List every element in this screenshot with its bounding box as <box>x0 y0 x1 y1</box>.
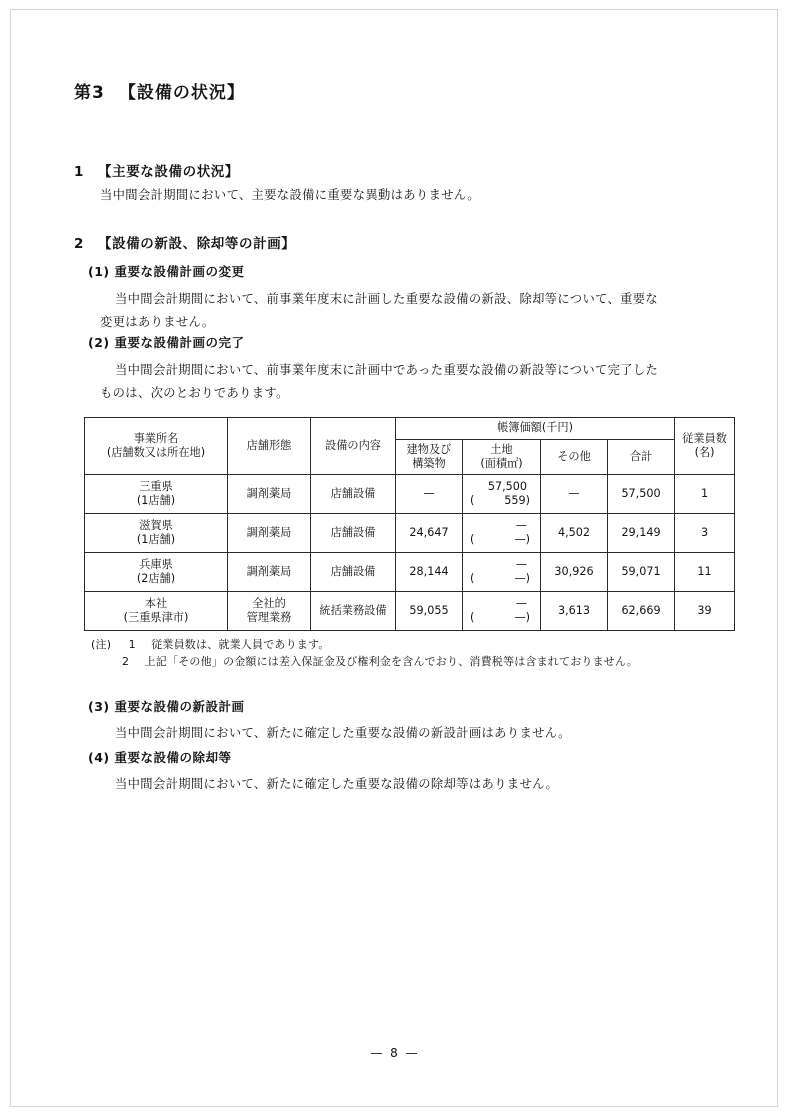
cell-office-name-line-2: (1店舗) <box>136 533 176 546</box>
cell-office-name-line-1: 本社 <box>144 596 168 610</box>
table-note-2-text: 上記「その他」の金額には差入保証金及び権利金を含んでおり、消費税等は含まれておりません。 <box>144 655 639 668</box>
cell-land-paren: ( <box>470 533 475 546</box>
cell-others: — <box>541 475 608 514</box>
cell-others: 30,926 <box>541 553 608 592</box>
title-prefix: 第3 <box>74 83 105 103</box>
cell-total: 57,500 <box>608 475 675 514</box>
cell-buildings: 59,055 <box>396 592 463 631</box>
cell-land <box>463 475 541 514</box>
title-main: 【設備の状況】 <box>118 83 245 103</box>
section-2-item-3-title: 重要な設備の新設計画 <box>114 699 245 714</box>
header-employees-line-1: 従業員数 <box>682 431 727 445</box>
section-2-item-4-heading <box>88 748 232 766</box>
section-1-body: 当中間会計期間において、主要な設備に重要な異動はありません。 <box>100 188 480 202</box>
cell-land-area-value: 559) <box>504 494 530 507</box>
cell-employees: 11 <box>675 553 735 592</box>
header-others: その他 <box>541 440 608 475</box>
cell-land-value: — <box>515 596 527 610</box>
cell-land-area-value: —) <box>514 533 530 546</box>
cell-store-type-line-2: 管理業務 <box>246 611 292 624</box>
cell-office-name <box>85 592 228 631</box>
cell-office-name-line-2: (三重県津市) <box>123 611 189 624</box>
cell-store-type: 調剤薬局 <box>228 475 311 514</box>
section-2-item-4-marker: (4) <box>88 750 110 765</box>
cell-buildings: — <box>396 475 463 514</box>
header-employees-line-2: (名) <box>694 446 715 459</box>
cell-land-value: — <box>515 518 527 532</box>
cell-land <box>463 553 541 592</box>
header-total: 合計 <box>608 440 675 475</box>
section-2-item-1-body-line-2: 変更はありません。 <box>100 315 215 329</box>
section-2-item-3-body: 当中間会計期間において、新たに確定した重要な設備の新設計画はありません。 <box>115 726 571 740</box>
header-land-line-1: 土地 <box>490 442 513 456</box>
header-book-value-group: 帳簿価額(千円) <box>396 418 675 440</box>
cell-total: 59,071 <box>608 553 675 592</box>
cell-office-name <box>85 475 228 514</box>
cell-others: 3,613 <box>541 592 608 631</box>
cell-office-name-line-2: (1店舗) <box>136 494 176 507</box>
cell-land-area <box>463 533 540 547</box>
table-note-1-number: 1 <box>128 638 136 651</box>
table-header-row-1 <box>85 418 735 440</box>
section-2-item-1-body-line-1: 当中間会計期間において、前事業年度末に計画した重要な設備の新設、除却等について、重要な <box>115 292 659 306</box>
cell-land-value: 57,500 <box>487 479 527 493</box>
cell-land-paren: ( <box>470 572 475 585</box>
table-row <box>85 592 735 631</box>
header-buildings <box>396 440 463 475</box>
section-2-item-2-heading <box>88 333 245 351</box>
header-buildings-line-1: 建物及び <box>406 442 452 456</box>
section-2-item-1-title: 重要な設備計画の変更 <box>114 264 245 279</box>
header-store-type: 店舗形態 <box>228 418 311 475</box>
header-land-line-2: (面積㎡) <box>480 457 523 470</box>
cell-others: 4,502 <box>541 514 608 553</box>
cell-office-name <box>85 553 228 592</box>
section-2-item-1-marker: (1) <box>88 264 110 279</box>
header-buildings-line-2: 構築物 <box>412 457 446 470</box>
section-1-heading <box>74 160 239 180</box>
cell-office-name-line-1: 三重県 <box>139 479 173 493</box>
section-1-marker: 1 <box>74 164 84 180</box>
section-2-heading <box>74 232 295 252</box>
header-office-name-line-1: 事業所名 <box>133 431 179 445</box>
page-title <box>74 78 245 103</box>
cell-equipment: 店舗設備 <box>311 514 396 553</box>
cell-office-name-line-1: 兵庫県 <box>139 557 173 571</box>
table-note-2-number: 2 <box>122 655 130 668</box>
page-number: — 8 — <box>370 1046 420 1060</box>
cell-land-area <box>463 572 540 586</box>
cell-total: 29,149 <box>608 514 675 553</box>
section-1-title: 【主要な設備の状況】 <box>98 164 239 180</box>
header-office-name <box>85 418 228 475</box>
cell-equipment: 店舗設備 <box>311 475 396 514</box>
section-2-item-4-body: 当中間会計期間において、新たに確定した重要な設備の除却等はありません。 <box>115 777 559 791</box>
table-note-1-text: 従業員数は、就業人員であります。 <box>151 638 330 651</box>
cell-office-name-line-2: (2店舗) <box>136 572 176 585</box>
cell-store-type-line-1: 全社的 <box>252 596 286 610</box>
section-2-item-1-heading <box>88 262 245 280</box>
section-2-item-4-title: 重要な設備の除却等 <box>114 750 232 765</box>
table-row <box>85 514 735 553</box>
cell-employees: 1 <box>675 475 735 514</box>
equipment-table <box>84 417 735 631</box>
table-note-1 <box>91 636 330 652</box>
header-employees <box>675 418 735 475</box>
header-office-name-line-2: (店舗数又は所在地) <box>106 446 206 459</box>
cell-store-type: 調剤薬局 <box>228 514 311 553</box>
table-row <box>85 475 735 514</box>
section-2-item-2-title: 重要な設備計画の完了 <box>114 335 245 350</box>
section-2-item-3-marker: (3) <box>88 699 110 714</box>
cell-land-area-value: —) <box>514 572 530 585</box>
section-2-item-2-body-line-2: ものは、次のとおりであります。 <box>100 386 289 400</box>
header-land <box>463 440 541 475</box>
cell-land-value: — <box>515 557 527 571</box>
cell-buildings: 28,144 <box>396 553 463 592</box>
cell-total: 62,669 <box>608 592 675 631</box>
cell-equipment: 店舗設備 <box>311 553 396 592</box>
cell-equipment: 統括業務設備 <box>311 592 396 631</box>
cell-store-type: 調剤薬局 <box>228 553 311 592</box>
cell-store-type <box>228 592 311 631</box>
cell-land <box>463 592 541 631</box>
table-note-2 <box>122 653 638 669</box>
table-row <box>85 553 735 592</box>
cell-employees: 3 <box>675 514 735 553</box>
header-equipment-content: 設備の内容 <box>311 418 396 475</box>
section-2-marker: 2 <box>74 236 84 252</box>
cell-land-paren: ( <box>470 494 475 507</box>
table-note-label: (注) <box>91 638 112 651</box>
cell-land-area <box>463 494 540 508</box>
cell-buildings: 24,647 <box>396 514 463 553</box>
section-2-item-2-body-line-1: 当中間会計期間において、前事業年度末に計画中であった重要な設備の新設等について完了した <box>115 363 659 377</box>
cell-office-name-line-1: 滋賀県 <box>139 518 173 532</box>
cell-office-name <box>85 514 228 553</box>
cell-employees: 39 <box>675 592 735 631</box>
section-2-title: 【設備の新設、除却等の計画】 <box>98 236 296 252</box>
section-2-item-3-heading <box>88 697 245 715</box>
cell-land <box>463 514 541 553</box>
cell-land-area <box>463 611 540 625</box>
cell-land-area-value: —) <box>514 611 530 624</box>
cell-land-paren: ( <box>470 611 475 624</box>
section-2-item-2-marker: (2) <box>88 335 110 350</box>
